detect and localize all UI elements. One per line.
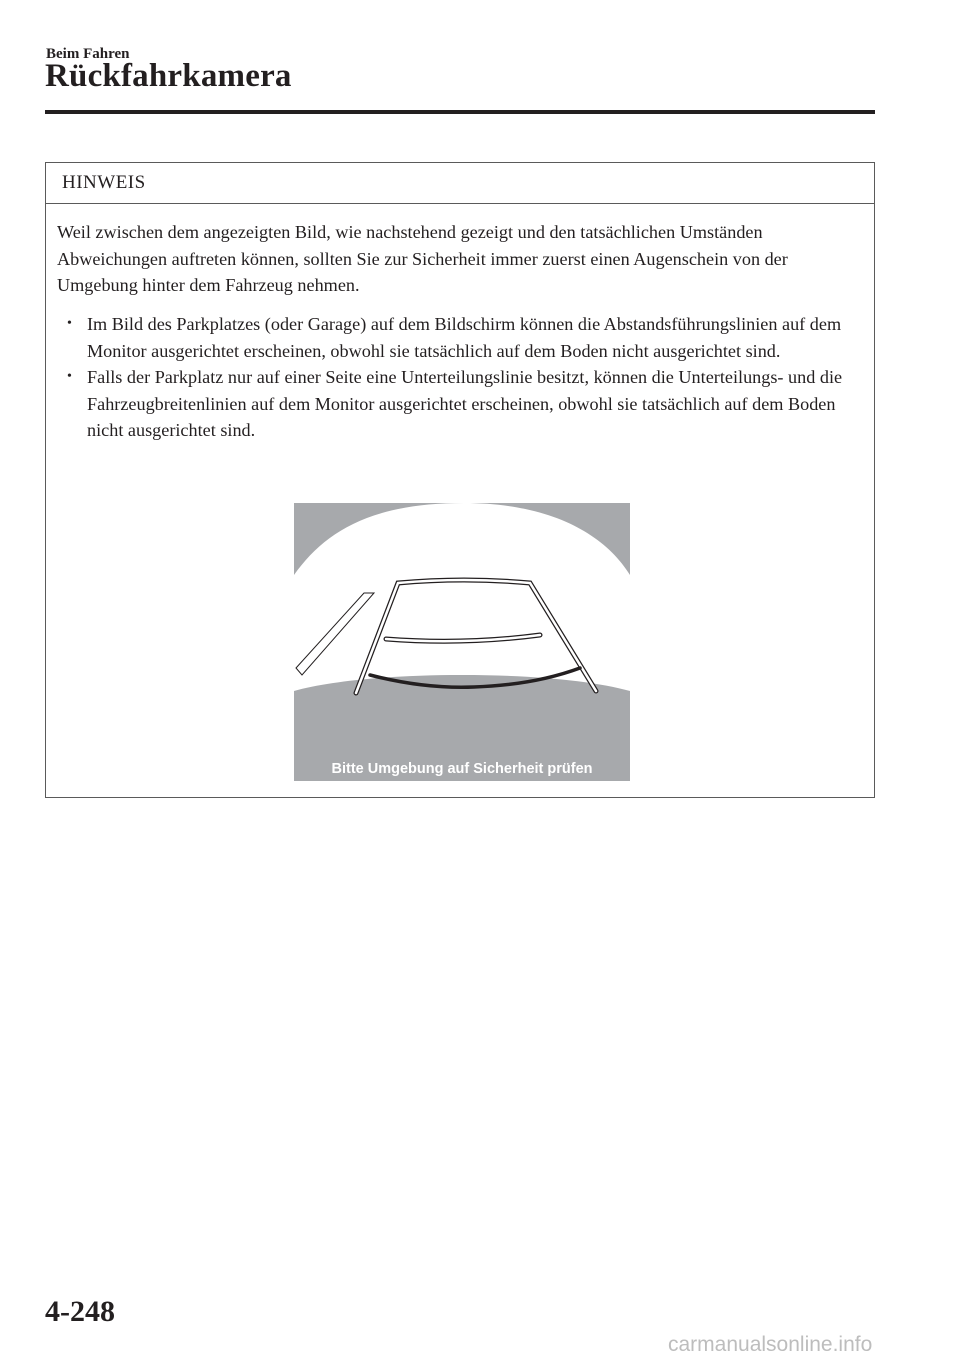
camera-caption: Bitte Umgebung auf Sicherheit prüfen <box>331 761 593 777</box>
note-bullet-text: Im Bild des Parkplatzes (oder Garage) auf dem Bildschirm können die Abstandsführungslinien auf dem Monitor ausgerichtet erscheinen, obwohl sie tatsächlich auf dem Boden nicht ausgerichtet sind. <box>87 314 842 361</box>
side-guide-line <box>296 593 374 675</box>
bullet-icon: • <box>67 369 72 384</box>
note-title: HINWEIS <box>62 172 146 193</box>
note-box <box>45 162 875 798</box>
note-bullet-item <box>63 311 869 364</box>
note-divider <box>46 203 874 204</box>
note-bullet-list <box>63 311 869 444</box>
note-intro: Weil zwischen dem angezeigten Bild, wie nachstehend gezeigt und den tatsächlichen Umständen Abweichungen auftreten können, sollten Sie zur Sicherheit immer zuerst einen Augenschein von der Umgebung hinter dem Fahrzeug nehmen. <box>57 222 788 295</box>
note-bullet-text: Falls der Parkplatz nur auf einer Seite eine Unterteilungslinie besitzt, können die Unterteilungs- und die Fahrzeugbreitenlinien auf dem Monitor ausgerichtet erscheinen, obwohl sie tatsächlich auf dem Boden nicht ausgerichtet sind. <box>87 367 843 440</box>
heading-rule <box>45 110 875 114</box>
note-bullet-item <box>63 364 869 444</box>
page-number: 4-248 <box>45 1295 115 1328</box>
page-title: Rückfahrkamera <box>45 58 292 94</box>
bullet-icon: • <box>67 316 72 331</box>
section-label: Beim Fahren <box>46 46 130 62</box>
watermark: carmanualsonline.info <box>668 1333 873 1356</box>
rear-camera-view-illustration <box>294 503 630 781</box>
